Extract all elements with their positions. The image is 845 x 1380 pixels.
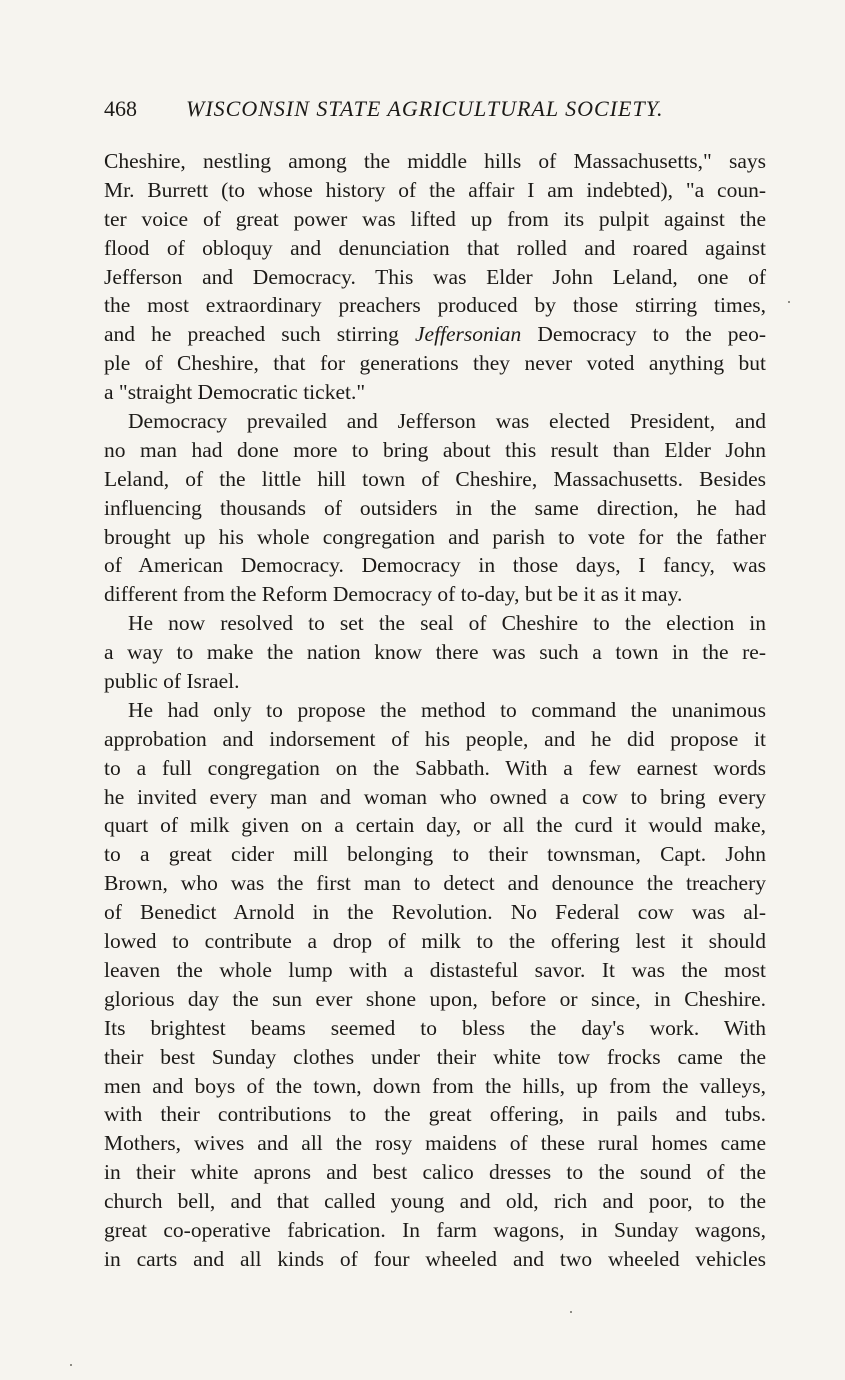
text-line: Cheshire, nestling among the middle hills of Massachusetts," says xyxy=(104,149,766,173)
text-line: great co-operative fabrication. In farm wagons, in Sunday wagons, xyxy=(104,1217,766,1242)
text-line: their best Sunday clothes under their white tow frocks came the xyxy=(104,1044,766,1069)
text-line: ple of Cheshire, that for generations they never voted anything but xyxy=(104,351,766,376)
text-line: to a full congregation on the Sabbath. With a few earnest words xyxy=(104,755,766,780)
text-line: a way to make the nation know there was such a town in the re- xyxy=(104,640,766,665)
text-line: Jefferson and Democracy. This was Elder John Leland, one of xyxy=(104,264,766,289)
text-line: men and boys of the town, down from the hills, up from the valleys, xyxy=(104,1073,766,1098)
text-line: Mr. Burrett (to whose history of the affair I am indebted), "a coun- xyxy=(104,177,766,202)
paragraph-election xyxy=(104,407,766,609)
text-line: quart of milk given on a certain day, or all the curd it would make, xyxy=(104,813,766,838)
text-line-with-italic: and he preached such stirring Jeffersonian Democracy to the peo- xyxy=(104,322,766,347)
text-line: of American Democracy. Democracy in those days, I fancy, was xyxy=(104,553,766,578)
text-line: approbation and indorsement of his people, and he did propose it xyxy=(104,726,766,751)
page-number: 468 xyxy=(104,96,137,121)
paragraph-continuation xyxy=(104,147,766,407)
text-line: church bell, and that called young and old, rich and poor, to the xyxy=(104,1189,766,1214)
text-line: ter voice of great power was lifted up from its pulpit against the xyxy=(104,206,766,231)
running-head xyxy=(104,94,770,124)
text-line: Brown, who was the first man to detect and denounce the treachery xyxy=(104,871,766,896)
paper-speck xyxy=(788,301,790,303)
text-line: in their white aprons and best calico dresses to the sound of the xyxy=(104,1160,766,1185)
text-line: with their contributions to the great offering, in pails and tubs. xyxy=(104,1102,766,1127)
text-line: no man had done more to bring about this result than Elder John xyxy=(104,437,766,462)
text-line: a "straight Democratic ticket." xyxy=(104,380,366,405)
text-line: the most extraordinary preachers produced by those stirring times, xyxy=(104,293,766,318)
text-line: to a great cider mill belonging to their townsman, Capt. John xyxy=(104,842,766,867)
text-line: He had only to propose the method to command the unanimous xyxy=(128,697,766,722)
body-text xyxy=(104,147,766,1274)
text-line: he invited every man and woman who owned a cow to bring every xyxy=(104,784,766,809)
text-line: He now resolved to set the seal of Cheshire to the election in xyxy=(128,611,766,636)
text-line: Mothers, wives and all the rosy maidens of these rural homes came xyxy=(104,1131,766,1156)
text-line: brought up his whole congregation and parish to vote for the father xyxy=(104,524,766,549)
text-line: glorious day the sun ever shone upon, before or since, in Cheshire. xyxy=(104,986,766,1011)
paper-speck xyxy=(570,1311,572,1313)
running-title: WISCONSIN STATE AGRICULTURAL SOCIETY. xyxy=(186,96,664,121)
text-line: different from the Reform Democracy of to-day, but be it as it may. xyxy=(104,582,683,607)
paragraph-offering xyxy=(104,696,766,1274)
text-line: Leland, of the little hill town of Cheshire, Massachusetts. Besides xyxy=(104,466,766,491)
text-line: public of Israel. xyxy=(104,669,240,694)
paper-speck xyxy=(70,1364,72,1366)
text-line: lowed to contribute a drop of milk to the offering lest it should xyxy=(104,929,766,954)
text-line: Democracy prevailed and Jefferson was elected President, and xyxy=(128,409,766,434)
text-line: leaven the whole lump with a distasteful savor. It was the most xyxy=(104,957,766,982)
text-line: in carts and all kinds of four wheeled and two wheeled vehicles xyxy=(104,1246,766,1271)
text-line: Its brightest beams seemed to bless the day's work. With xyxy=(104,1015,766,1040)
italic-word: Jeffersonian xyxy=(414,322,522,347)
text-line: of Benedict Arnold in the Revolution. No Federal cow was al- xyxy=(104,900,766,925)
text-line: flood of obloquy and denunciation that rolled and roared against xyxy=(104,235,766,260)
paragraph-seal xyxy=(104,609,766,696)
text-line: influencing thousands of outsiders in the same direction, he had xyxy=(104,495,766,520)
